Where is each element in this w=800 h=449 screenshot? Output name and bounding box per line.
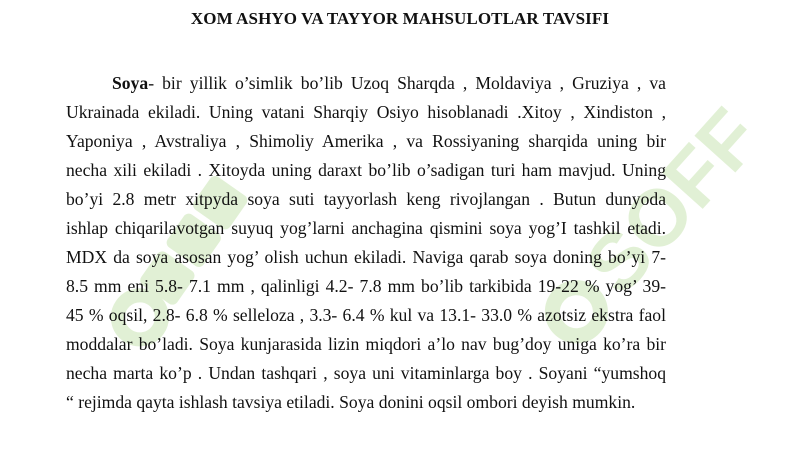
- text-line-8: 8.5 mm eni 5.8- 7.1 mm , qalinligi 4.2- 7.8 mm bo’lib tarkibida 19-22 % yog’ 39-: [66, 276, 666, 296]
- text-line-1: [66, 69, 666, 98]
- document-body: [66, 69, 666, 417]
- document-title: XOM ASHYO VA TAYYOR MAHSULOTLAR TAVSIFI: [190, 9, 610, 28]
- text-line-10: moddalar bo’ladi. Soya kunjarasida lizin miqdori a’lo nav bug’doy uniga ko’ra bir: [66, 334, 666, 354]
- text-line-4: necha xili ekiladi . Xitoyda uning daraxt bo’lib o’sadigan turi ham mavjud. Uning: [66, 160, 666, 180]
- text-line-11: necha marta ko’p . Undan tashqari , soya uni vitaminlarga boy . Soyani “yumshoq: [66, 363, 666, 383]
- text-line-12: “ rejimda qayta ishlash tavsiya etiladi. Soya donini oqsil ombori deyish mumkin.: [66, 392, 636, 412]
- text-line-5: bo’yi 2.8 metr xitpyda soya suti tayyorlash keng rivojlangan . Butun dunyoda: [66, 189, 666, 209]
- text-line-1-rest: - bir yillik o’simlik bo’lib Uzoq Sharqda , Moldaviya , Gruziya , va: [148, 73, 666, 93]
- text-line-2: Ukrainada ekiladi. Uning vatani Sharqiy Osiyo hisoblanadi .Xitoy , Xindiston ,: [66, 102, 666, 122]
- text-line-6: ishlap chiqarilavotgan suyuq yog’larni anchagina qismini soya yog’I tashkil etadi.: [66, 218, 666, 238]
- text-line-9: 45 % oqsil, 2.8- 6.8 % selleloza , 3.3- 6.4 % kul va 13.1- 33.0 % azotsiz ekstra faol: [66, 305, 666, 325]
- lead-word: Soya: [112, 73, 149, 93]
- watermark-text: SOFF: [568, 92, 778, 311]
- text-line-7: MDX da soya asosan yog’ olish uchun ekiladi. Naviga qarab soya doning bo’yi 7-: [66, 247, 666, 267]
- text-line-3: Yaponiya , Avstraliya , Shimoliy Amerika , va Rossiyaning sharqida uning bir: [66, 131, 666, 151]
